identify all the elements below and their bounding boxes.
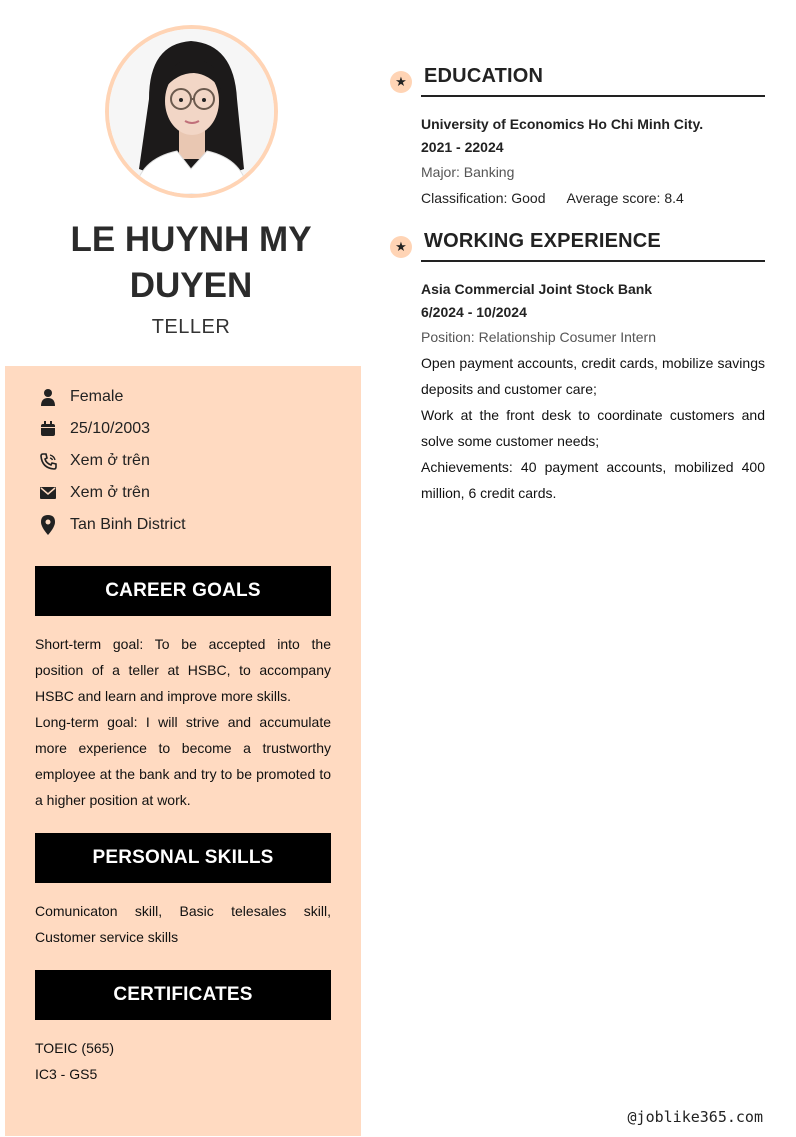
experience-header [390, 230, 766, 264]
personal-skills-heading: PERSONAL SKILLS [35, 833, 331, 883]
phone-icon [38, 451, 58, 471]
contact-text: Tan Binh District [70, 516, 186, 533]
short-term-goal: Short-term goal: To be accepted into the position of a teller at HSBC, to accompany HSBC and learn and improve more skills. [35, 636, 331, 704]
contact-birthday [38, 417, 338, 441]
experience-duties [421, 350, 765, 506]
certificate-item: IC3 - GS5 [35, 1066, 98, 1082]
education-classification: Classification: Good [421, 190, 546, 206]
star-icon: ★ [390, 236, 412, 258]
contact-text: Female [70, 388, 124, 405]
certificate-item: TOEIC (565) [35, 1040, 115, 1056]
avatar [105, 25, 278, 198]
contact-text: Xem ở trên [70, 484, 150, 501]
education-major: Major: Banking [421, 164, 515, 180]
duty-item: Achievements: 40 payment accounts, mobilized 400 million, 6 credit cards. [421, 459, 765, 501]
education-results [421, 190, 765, 206]
education-header [390, 65, 766, 99]
contact-email [38, 481, 338, 505]
person-icon [38, 387, 58, 407]
education-school: University of Economics Ho Chi Minh City. [421, 116, 704, 132]
education-period: 2021 - 22024 [421, 139, 504, 155]
certificates-list [35, 1035, 331, 1087]
long-term-goal: Long-term goal: I will strive and accumulate more experience to become a trustworthy employee at the bank and try to be promoted to a higher position at work. [35, 714, 331, 808]
certificates-heading: CERTIFICATES [35, 970, 331, 1020]
career-goals-heading: CAREER GOALS [35, 566, 331, 616]
location-pin-icon [38, 515, 58, 535]
personal-skills-text [35, 898, 331, 950]
section-divider [421, 260, 765, 262]
contact-text: 25/10/2003 [70, 420, 151, 437]
mail-icon [38, 483, 58, 503]
contact-address [38, 513, 338, 537]
skills-list: Comunicaton skill, Basic telesales skill, Customer service skills [35, 903, 331, 945]
contact-text: Xem ở trên [70, 452, 150, 469]
contact-phone [38, 449, 338, 473]
career-goals-text [35, 631, 331, 813]
duty-item: Work at the front desk to coordinate customers and solve some customer needs; [421, 407, 765, 449]
calendar-icon [38, 419, 58, 439]
experience-company: Asia Commercial Joint Stock Bank [421, 281, 653, 297]
job-title: TELLER [151, 316, 231, 338]
full-name: LE HUYNH MY DUYEN [70, 220, 312, 305]
avatar-illustration [109, 29, 274, 194]
education-average: Average score: 8.4 [566, 190, 684, 206]
section-divider [421, 95, 765, 97]
experience-position: Position: Relationship Cosumer Intern [421, 329, 657, 345]
contact-gender [38, 385, 338, 409]
education-title: EDUCATION [424, 65, 544, 87]
star-icon: ★ [390, 71, 412, 93]
experience-title: WORKING EXPERIENCE [424, 230, 661, 252]
experience-period: 6/2024 - 10/2024 [421, 304, 527, 320]
duty-item: Open payment accounts, credit cards, mobilize savings deposits and customer care; [421, 355, 765, 397]
watermark: @joblike365.com [627, 1108, 763, 1126]
